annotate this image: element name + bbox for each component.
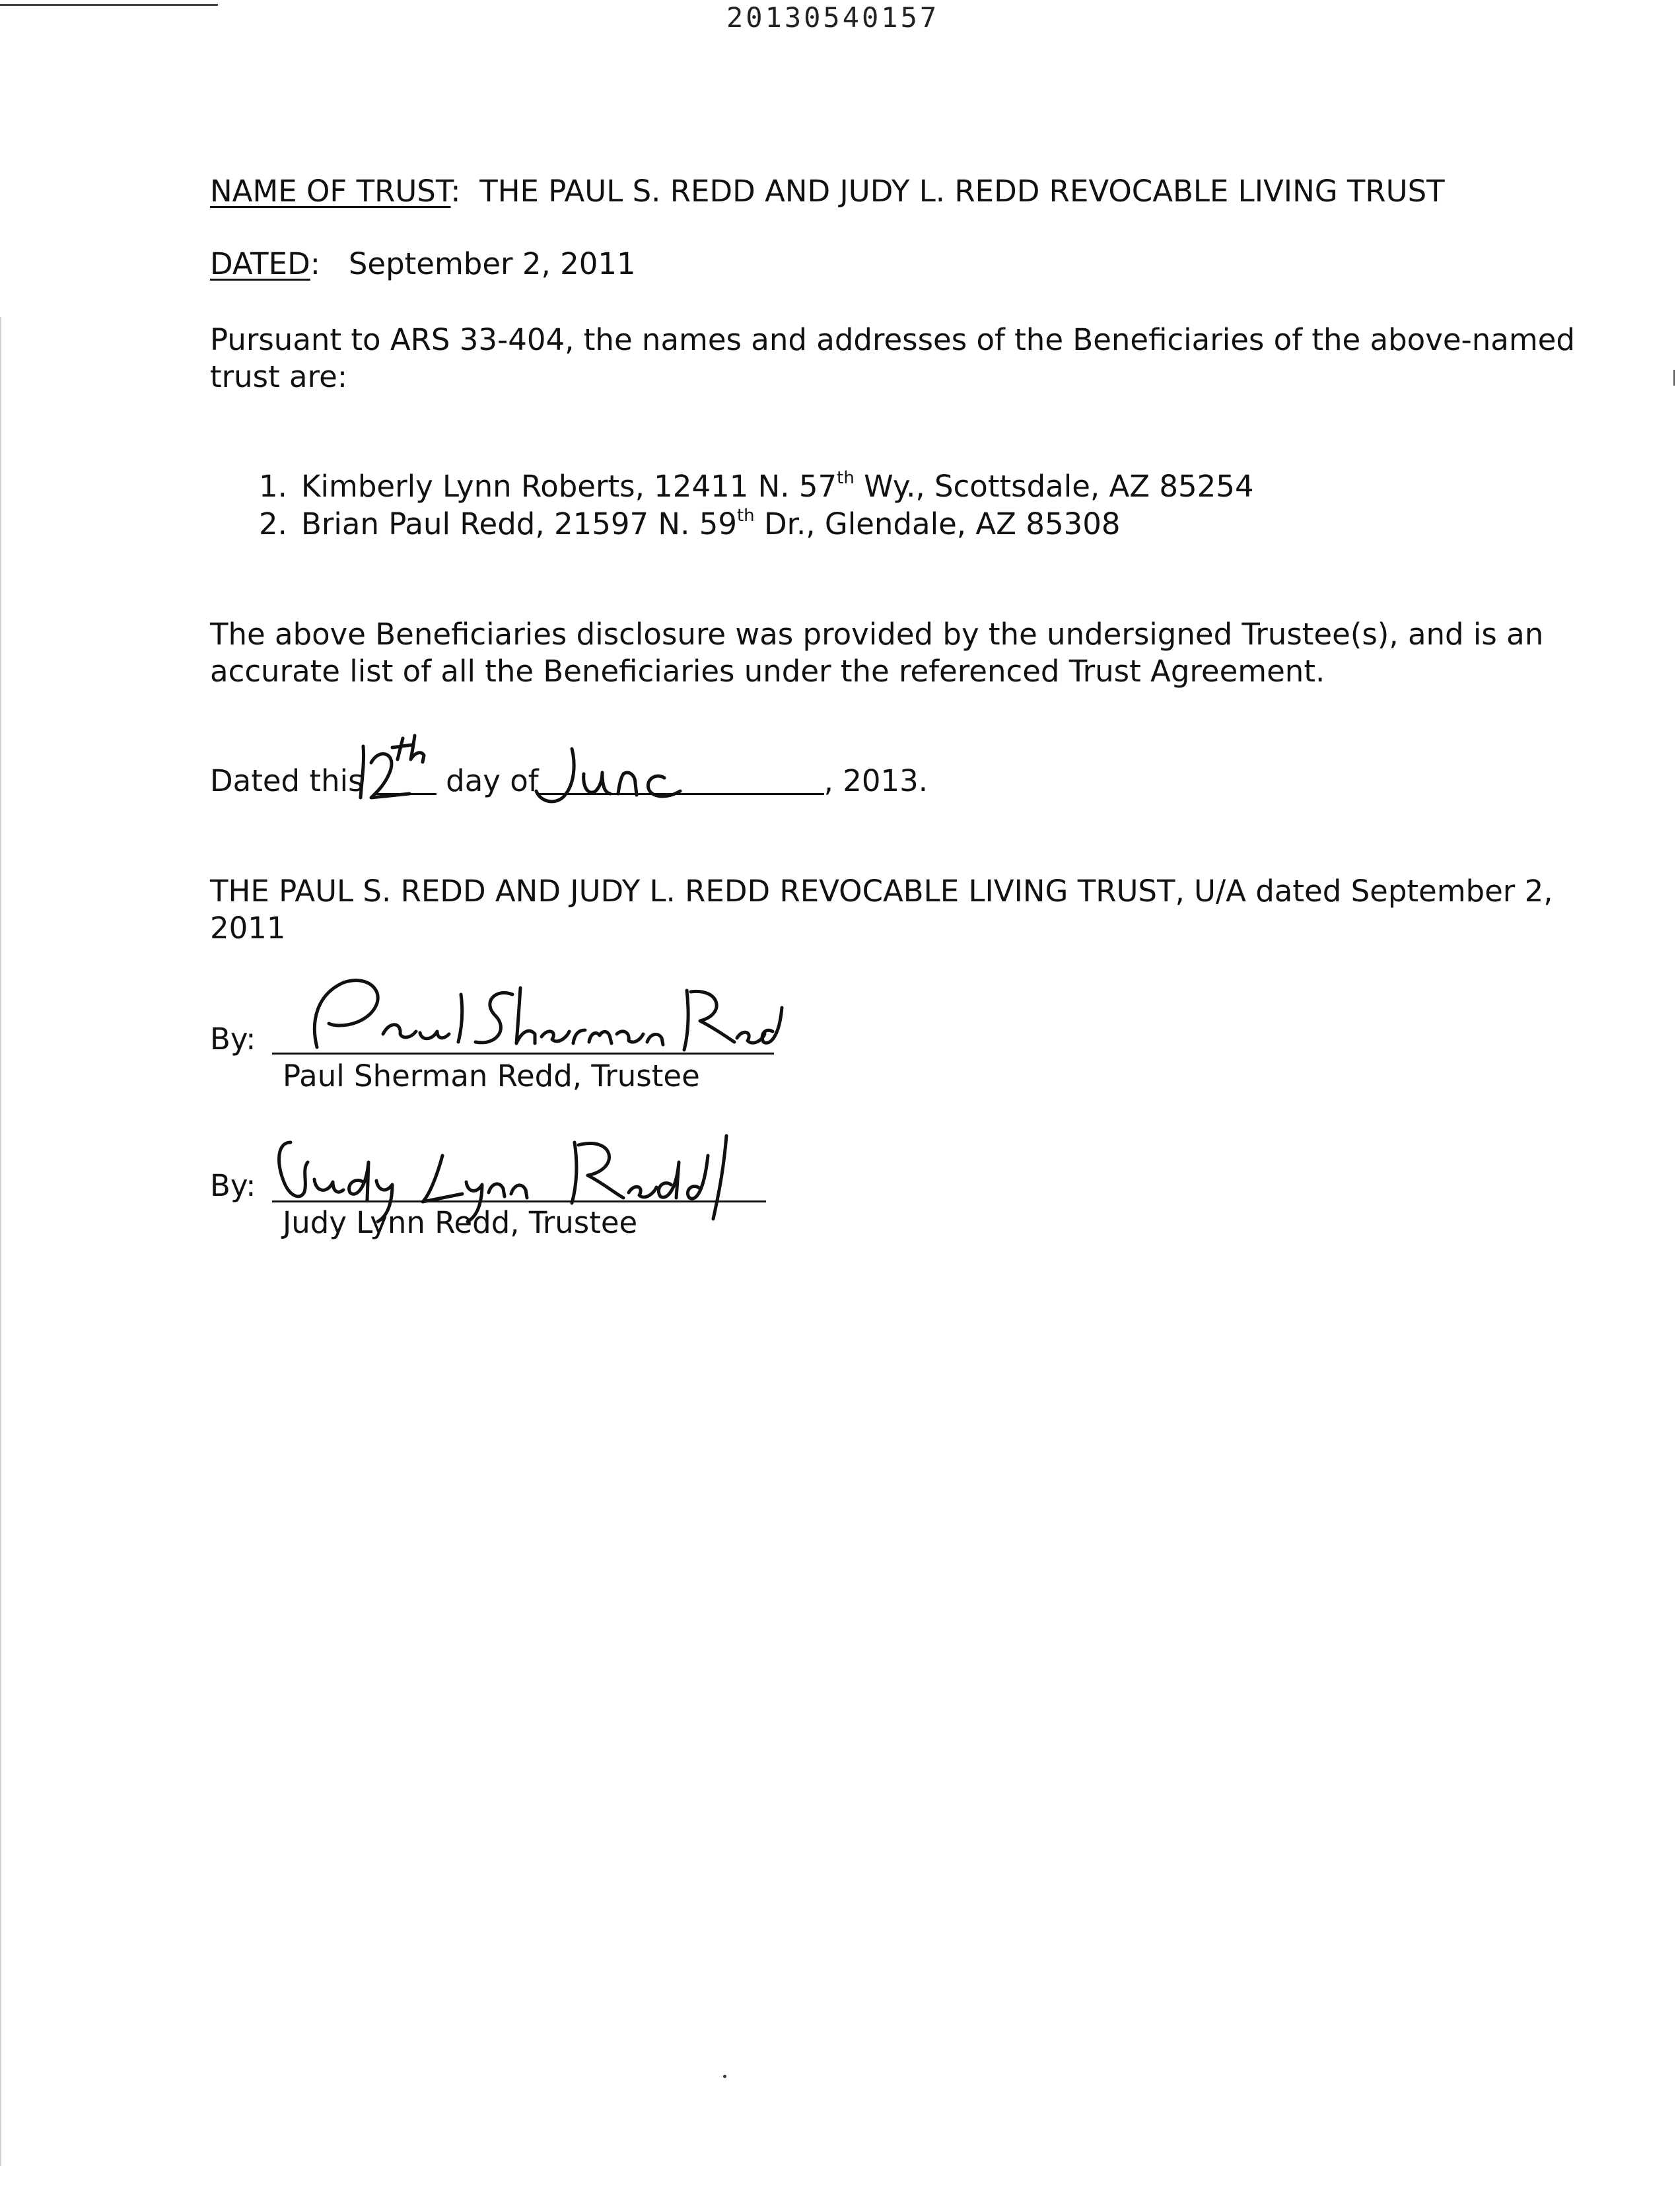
beneficiary-text: Brian Paul Redd, 21597 N. 59 [301, 506, 737, 541]
scan-speck [723, 2075, 726, 2078]
beneficiary-number: 1. [259, 469, 287, 504]
scan-edge [0, 317, 1, 2166]
ordinal-suffix: th [736, 506, 755, 526]
dated-this-middle: day of [446, 763, 539, 798]
printed-name: Judy Lynn Redd, Trustee [283, 1205, 638, 1240]
intro-line-1: Pursuant to ARS 33-404, the names and addresses of the Beneficiaries of the above-named [210, 322, 1575, 357]
dated-this-prefix: Dated this [210, 763, 364, 798]
disclosure-line-1: The above Beneficiaries disclosure was provided by the undersigned Trustee(s), and is an [210, 617, 1544, 652]
printed-name: Paul Sherman Redd, Trustee [283, 1059, 700, 1094]
trust-name-line [210, 173, 1445, 210]
signature-paul-sherman-redd [291, 968, 792, 1067]
beneficiary-text: Kimberly Lynn Roberts, 12411 N. 57 [301, 469, 837, 504]
trust-name-label: NAME OF TRUST [210, 174, 451, 209]
scan-mark [0, 4, 218, 6]
intro-line-2: trust are: [210, 359, 347, 394]
trust-caption-line-2: 2011 [210, 911, 286, 946]
dated-value: September 2, 2011 [348, 246, 636, 281]
by-label: By: [210, 1022, 256, 1057]
beneficiary-text-rest: Dr., Glendale, AZ 85308 [754, 506, 1121, 541]
trust-caption-line-1: THE PAUL S. REDD AND JUDY L. REDD REVOCABLE LIVING TRUST, U/A dated September 2, [210, 874, 1553, 909]
beneficiary-item [259, 506, 1120, 543]
dated-this-suffix: , 2013. [823, 763, 928, 798]
trust-name: THE PAUL S. REDD AND JUDY L. REDD REVOCABLE LIVING TRUST [479, 174, 1445, 209]
label-colon: : [310, 246, 320, 281]
disclosure-line-2: accurate list of all the Beneficiaries under the referenced Trust Agreement. [210, 654, 1325, 689]
beneficiary-item [259, 468, 1254, 505]
dated-line [210, 246, 636, 283]
ordinal-suffix: th [837, 468, 855, 488]
dated-label: DATED [210, 246, 310, 281]
beneficiary-number: 2. [259, 506, 287, 541]
handwritten-day [351, 733, 437, 806]
recording-number: 20130540157 [726, 1, 940, 34]
label-colon: : [450, 174, 461, 209]
scan-edge-mark [1673, 370, 1675, 386]
by-label: By: [210, 1168, 256, 1203]
beneficiary-text-rest: Wy., Scottsdale, AZ 85254 [854, 469, 1254, 504]
handwritten-month [532, 745, 717, 811]
